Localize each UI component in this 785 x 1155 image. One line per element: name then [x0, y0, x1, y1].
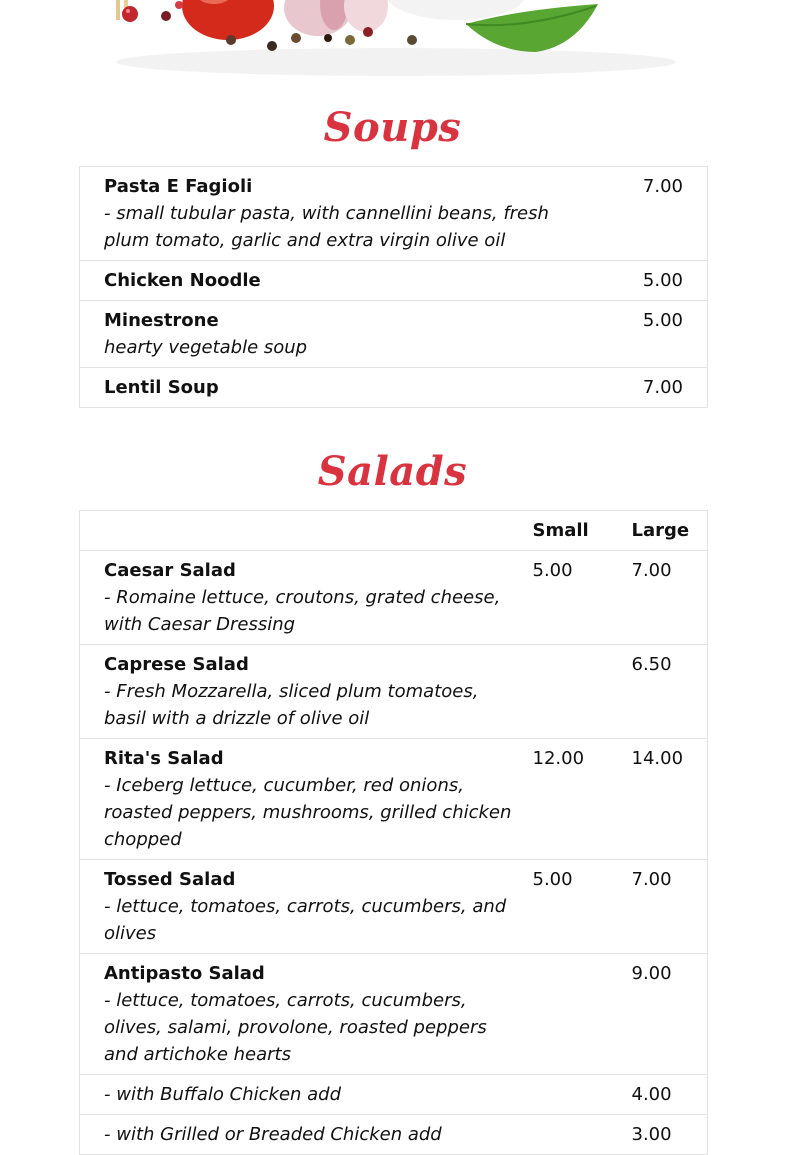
item-name: Antipasto Salad: [104, 963, 265, 984]
item-name: Caprese Salad: [104, 654, 249, 675]
item-description: - lettuce, tomatoes, carrots, cucumbers, olives, salami, provolone, roasted peppers and artichoke hearts: [104, 990, 487, 1065]
salads-title: Salads: [317, 448, 468, 495]
item-name: Tossed Salad: [104, 869, 236, 890]
item-description: - with Grilled or Breaded Chicken add: [104, 1124, 442, 1145]
item-cell: [80, 301, 570, 368]
item-description: - Fresh Mozzarella, sliced plum tomatoes, basil with a drizzle of olive oil: [104, 681, 479, 729]
item-cell: [80, 1075, 533, 1115]
price-small: [533, 954, 632, 1075]
table-header-row: [80, 511, 708, 551]
soups-title: Soups: [323, 104, 462, 151]
item-description: - Romaine lettuce, croutons, grated cheese, with Caesar Dressing: [104, 587, 501, 635]
table-row: [80, 645, 708, 739]
table-row: [80, 301, 708, 368]
table-row: [80, 860, 708, 954]
table-row: [80, 551, 708, 645]
item-description: - Iceberg lettuce, cucumber, red onions, roasted peppers, mushrooms, grilled chicken chopped: [104, 775, 512, 850]
header-large: Large: [632, 511, 708, 551]
item-name: Rita's Salad: [104, 748, 224, 769]
item-name: Caesar Salad: [104, 560, 236, 581]
price-small: 12.00: [533, 739, 632, 860]
price-large: 4.00: [632, 1075, 708, 1115]
table-row: [80, 1115, 708, 1155]
item-price: 7.00: [570, 368, 708, 408]
price-small: [533, 1115, 632, 1155]
item-price: 7.00: [570, 167, 708, 261]
price-large: 7.00: [632, 551, 708, 645]
item-price: 5.00: [570, 301, 708, 368]
item-description: hearty vegetable soup: [104, 337, 308, 358]
table-row: [80, 954, 708, 1075]
item-cell: [80, 645, 533, 739]
item-cell: [80, 368, 570, 408]
table-row: [80, 1075, 708, 1115]
price-large: 3.00: [632, 1115, 708, 1155]
item-description: - with Buffalo Chicken add: [104, 1084, 342, 1105]
item-cell: [80, 261, 570, 301]
price-small: 5.00: [533, 551, 632, 645]
table-row: [80, 739, 708, 860]
price-small: [533, 645, 632, 739]
ingredients-hero-image: [96, 0, 696, 80]
price-large: 9.00: [632, 954, 708, 1075]
item-cell: [80, 954, 533, 1075]
item-name: Lentil Soup: [104, 377, 219, 398]
table-row: [80, 368, 708, 408]
price-large: 7.00: [632, 860, 708, 954]
price-small: 5.00: [533, 860, 632, 954]
table-row: [80, 261, 708, 301]
item-name: Chicken Noodle: [104, 270, 261, 291]
item-cell: [80, 739, 533, 860]
item-cell: [80, 1115, 533, 1155]
item-description: - lettuce, tomatoes, carrots, cucumbers, and olives: [104, 896, 507, 944]
item-cell: [80, 551, 533, 645]
price-large: 14.00: [632, 739, 708, 860]
price-small: [533, 1075, 632, 1115]
header-item: [80, 511, 533, 551]
header-small: Small: [533, 511, 632, 551]
item-name: Pasta E Fagioli: [104, 176, 253, 197]
item-name: Minestrone: [104, 310, 219, 331]
table-row: [80, 167, 708, 261]
price-large: 6.50: [632, 645, 708, 739]
salads-table: [79, 510, 708, 1155]
item-description: - small tubular pasta, with cannellini beans, fresh plum tomato, garlic and extra virgin olive oil: [104, 203, 549, 251]
item-cell: [80, 167, 570, 261]
soups-table: [79, 166, 708, 408]
item-cell: [80, 860, 533, 954]
item-price: 5.00: [570, 261, 708, 301]
